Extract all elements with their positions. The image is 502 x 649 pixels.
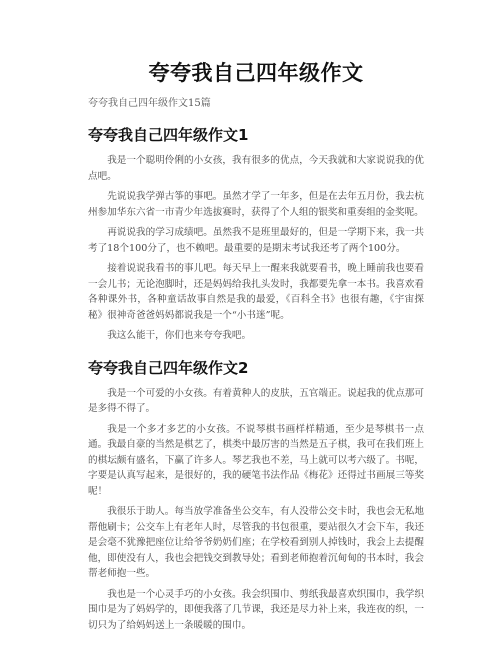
- paragraph: 我是一个聪明伶俐的小女孩，我有很多的优点，今天我就和大家说说我的优点吧。: [88, 155, 424, 182]
- paragraph: 我是一个可爱的小女孩。有着黄种人的皮肤，五官端正。说起我的优点那可是多得不得了。: [88, 387, 424, 414]
- document-title: 夸夸我自己四年级作文: [148, 61, 364, 85]
- essay-section-1: [88, 125, 424, 344]
- paragraph: 再说说我的学习成绩吧。虽然我不是班里最好的，但是一学期下来，我一共考了18个100分了，也不赖吧。最重要的是期末考试我还考了两个100分。: [88, 227, 424, 254]
- essay-section-2: [88, 358, 424, 634]
- document-subtitle: 夸夸我自己四年级作文15篇: [88, 98, 211, 109]
- paragraph: 我也是一个心灵手巧的小女孩。我会织围巾、剪纸我最喜欢织围巾，我学织围巾是为了妈妈学的，即便我落了几节课，我还是尽力补上来，我连夜的织，一切只为了给妈妈送上一条暖暖的围巾。: [88, 588, 424, 631]
- section-heading: 夸夸我自己四年级作文2: [88, 358, 249, 377]
- paragraph: 先说说我学弹古筝的事吧。虽然才学了一年多，但是在去年五月份，我去杭州参加华东六省一市青少年选拔赛时，获得了个人组的银奖和重奏组的金奖呢。: [88, 191, 424, 218]
- paragraph: 我很乐于助人。每当放学准备坐公交车，有人没带公交卡时，我也会无私地帮他刷卡；公交车上有老年人时，尽管我的书包很重，要站很久才会下车，我还是会毫不犹豫把座位让给爷爷奶奶们座；在学校看到别人掉钱时，我会上去提醒他，即使没有人，我也会把钱交到教导处；看到老师抱着沉甸甸的书本时，我会帮老师抱一些。: [88, 506, 424, 579]
- paragraph: 接着说说我看书的事儿吧。每天早上一醒来我就要看书，晚上睡前我也要看一会儿书；无论泡脚时，还是妈妈给我扎头发时，我都要先拿一本书。我喜欢看各种课外书，各种童话故事自然是我的最爱，《百科全书》也很有趣，《宇宙探秘》很神奇爸爸妈妈都说我是一个“小书迷”呢。: [88, 263, 424, 321]
- section-heading: 夸夸我自己四年级作文1: [88, 126, 249, 144]
- paragraph: 我是一个多才多艺的小女孩。不说琴棋书画样样精通，至少是琴棋书一点通。我最自豪的当然是棋艺了，棋类中最厉害的当然是五子棋，我可在我们班上的棋坛颇有盛名，下赢了许多人。琴艺我也不差，马上就可以考六级了。书呢，字要是认真写起来，是很好的，我的硬笔书法作品《梅花》还得过书画展三等奖呢！: [88, 423, 424, 497]
- paragraph: 我这么能干，你们也来夸夸我吧。: [107, 330, 252, 341]
